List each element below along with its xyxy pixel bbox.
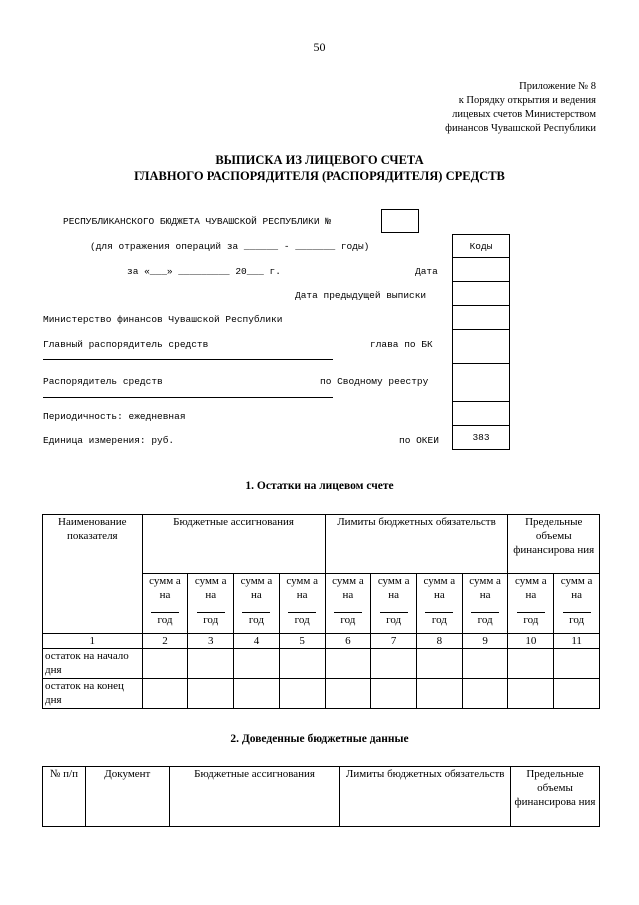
- sub-header-top: сумм а на: [286, 575, 318, 601]
- table-cell[interactable]: [371, 679, 417, 709]
- table-cell[interactable]: [554, 679, 600, 709]
- section1-title: 1. Остатки на лицевом счете: [245, 480, 394, 492]
- sub-header: [188, 574, 234, 634]
- sub-header-bottom: год: [386, 614, 402, 626]
- col-financing-header: Предельные объемы финансирова ния: [508, 515, 600, 574]
- column-number: 3: [188, 634, 234, 649]
- sub-header: [508, 574, 554, 634]
- table-cell[interactable]: [279, 649, 325, 679]
- sub-header-bottom: год: [569, 614, 585, 626]
- code-cell-prev-date[interactable]: [452, 282, 510, 306]
- manager-label: Распорядитель средств: [43, 376, 163, 387]
- table-cell[interactable]: [462, 649, 508, 679]
- date-label: Дата: [415, 266, 438, 277]
- codes-column: [452, 234, 510, 450]
- table-cell[interactable]: [188, 649, 234, 679]
- column-number: 8: [417, 634, 463, 649]
- column-number: 6: [325, 634, 371, 649]
- code-cell-date[interactable]: [452, 258, 510, 282]
- account-number-box[interactable]: [381, 209, 419, 233]
- account-label: РЕСПУБЛИКАНСКОГО БЮДЖЕТА ЧУВАШСКОЙ РЕСПУБЛИКИ №: [63, 216, 331, 227]
- sub-header-bottom: год: [340, 614, 356, 626]
- sub-header: [325, 574, 371, 634]
- sub-header-bottom: год: [294, 614, 310, 626]
- budget-data-table: [42, 766, 600, 827]
- title-line: ВЫПИСКА ИЗ ЛИЦЕВОГО СЧЕТА: [215, 153, 424, 167]
- section2-title: 2. Доведенные бюджетные данные: [230, 733, 409, 745]
- table-cell[interactable]: [142, 649, 188, 679]
- sub-header-top: сумм а на: [377, 575, 410, 601]
- sub-header-top: сумм а на: [240, 575, 273, 601]
- main-manager-underline: [43, 359, 333, 360]
- sub-header-bottom: год: [477, 614, 493, 626]
- table-cell[interactable]: [462, 679, 508, 709]
- codes-header: Коды: [452, 234, 510, 258]
- col-budget-header: Бюджетные ассигнования: [169, 767, 340, 827]
- row-label-end: остаток на конец дня: [43, 679, 143, 709]
- sub-header: [279, 574, 325, 634]
- manager-underline: [43, 397, 333, 398]
- table-cell[interactable]: [508, 649, 554, 679]
- sub-header-top: сумм а на: [194, 575, 227, 601]
- code-cell-ministry[interactable]: [452, 306, 510, 330]
- column-number: 7: [371, 634, 417, 649]
- column-number: 10: [508, 634, 554, 649]
- appendix-note: [445, 80, 596, 136]
- code-cell-chapter[interactable]: [452, 330, 510, 364]
- sub-header-bottom: год: [203, 614, 219, 626]
- code-cell-periodicity[interactable]: [452, 402, 510, 426]
- balances-table: [42, 514, 600, 709]
- col-num-header: № п/п: [43, 767, 86, 827]
- column-number: 11: [554, 634, 600, 649]
- registry-label: по Сводному реестру: [320, 376, 429, 387]
- col-budget-header: Бюджетные ассигнования: [142, 515, 325, 574]
- sub-header-bottom: год: [157, 614, 173, 626]
- column-number: 4: [234, 634, 280, 649]
- table-cell[interactable]: [234, 679, 280, 709]
- appendix-line: финансов Чувашской Республики: [445, 123, 596, 134]
- sub-header-top: сумм а на: [469, 575, 501, 601]
- okei-label: по ОКЕИ: [399, 435, 439, 446]
- ministry-name: Министерство финансов Чувашской Республики: [43, 314, 283, 325]
- sub-header-bottom: год: [523, 614, 539, 626]
- sub-header-bottom: год: [431, 614, 447, 626]
- document-title: [0, 152, 639, 184]
- sub-header: [142, 574, 188, 634]
- table-cell[interactable]: [371, 649, 417, 679]
- sub-header-top: сумм а на: [423, 575, 456, 601]
- title-line: ГЛАВНОГО РАСПОРЯДИТЕЛЯ (РАСПОРЯДИТЕЛЯ) СРЕДСТВ: [134, 169, 505, 183]
- prev-date-label: Дата предыдущей выписки: [295, 290, 427, 301]
- appendix-line: к Порядку открытия и ведения: [458, 95, 596, 106]
- sub-header: [234, 574, 280, 634]
- table-cell[interactable]: [554, 649, 600, 679]
- sub-header: [554, 574, 600, 634]
- column-number: 1: [43, 634, 143, 649]
- periodicity: Периодичность: ежедневная: [43, 411, 186, 422]
- statement-date-line: за «___» _________ 20___ г.: [127, 266, 281, 277]
- col-limits-header: Лимиты бюджетных обязательств: [340, 767, 511, 827]
- column-number: 5: [279, 634, 325, 649]
- sub-header: [462, 574, 508, 634]
- table-cell[interactable]: [142, 679, 188, 709]
- table-cell[interactable]: [279, 679, 325, 709]
- sub-header-top: сумм а на: [149, 575, 181, 601]
- col-limits-header: Лимиты бюджетных обязательств: [325, 515, 508, 574]
- sub-header: [371, 574, 417, 634]
- row-label-start: остаток на начало дня: [43, 649, 143, 679]
- col-name-header: Наименование показателя: [43, 515, 143, 634]
- code-cell-registry[interactable]: [452, 364, 510, 402]
- table-cell[interactable]: [417, 649, 463, 679]
- unit-label: Единица измерения: руб.: [43, 435, 175, 446]
- page-number: 50: [313, 40, 326, 54]
- code-cell-okei: 383: [452, 426, 510, 450]
- appendix-line: лицевых счетов Министерством: [452, 109, 596, 120]
- sub-header-top: сумм а на: [515, 575, 547, 601]
- sub-header: [417, 574, 463, 634]
- table-cell[interactable]: [325, 649, 371, 679]
- sub-header-top: сумм а на: [332, 575, 364, 601]
- col-financing-header: Предельные объемы финансирова ния: [511, 767, 600, 827]
- table-cell[interactable]: [417, 679, 463, 709]
- sub-header-bottom: год: [248, 614, 264, 626]
- col-doc-header: Документ: [85, 767, 169, 827]
- table-cell[interactable]: [325, 679, 371, 709]
- column-number: 9: [462, 634, 508, 649]
- appendix-line: Приложение № 8: [519, 81, 596, 92]
- table-cell[interactable]: [508, 679, 554, 709]
- sub-header-top: сумм а на: [560, 575, 593, 601]
- main-manager-label: Главный распорядитель средств: [43, 339, 209, 350]
- table-cell[interactable]: [234, 649, 280, 679]
- column-number: 2: [142, 634, 188, 649]
- table-cell[interactable]: [188, 679, 234, 709]
- period-line: (для отражения операций за ______ - _______ годы): [90, 241, 370, 252]
- chapter-label: глава по БК: [370, 339, 433, 350]
